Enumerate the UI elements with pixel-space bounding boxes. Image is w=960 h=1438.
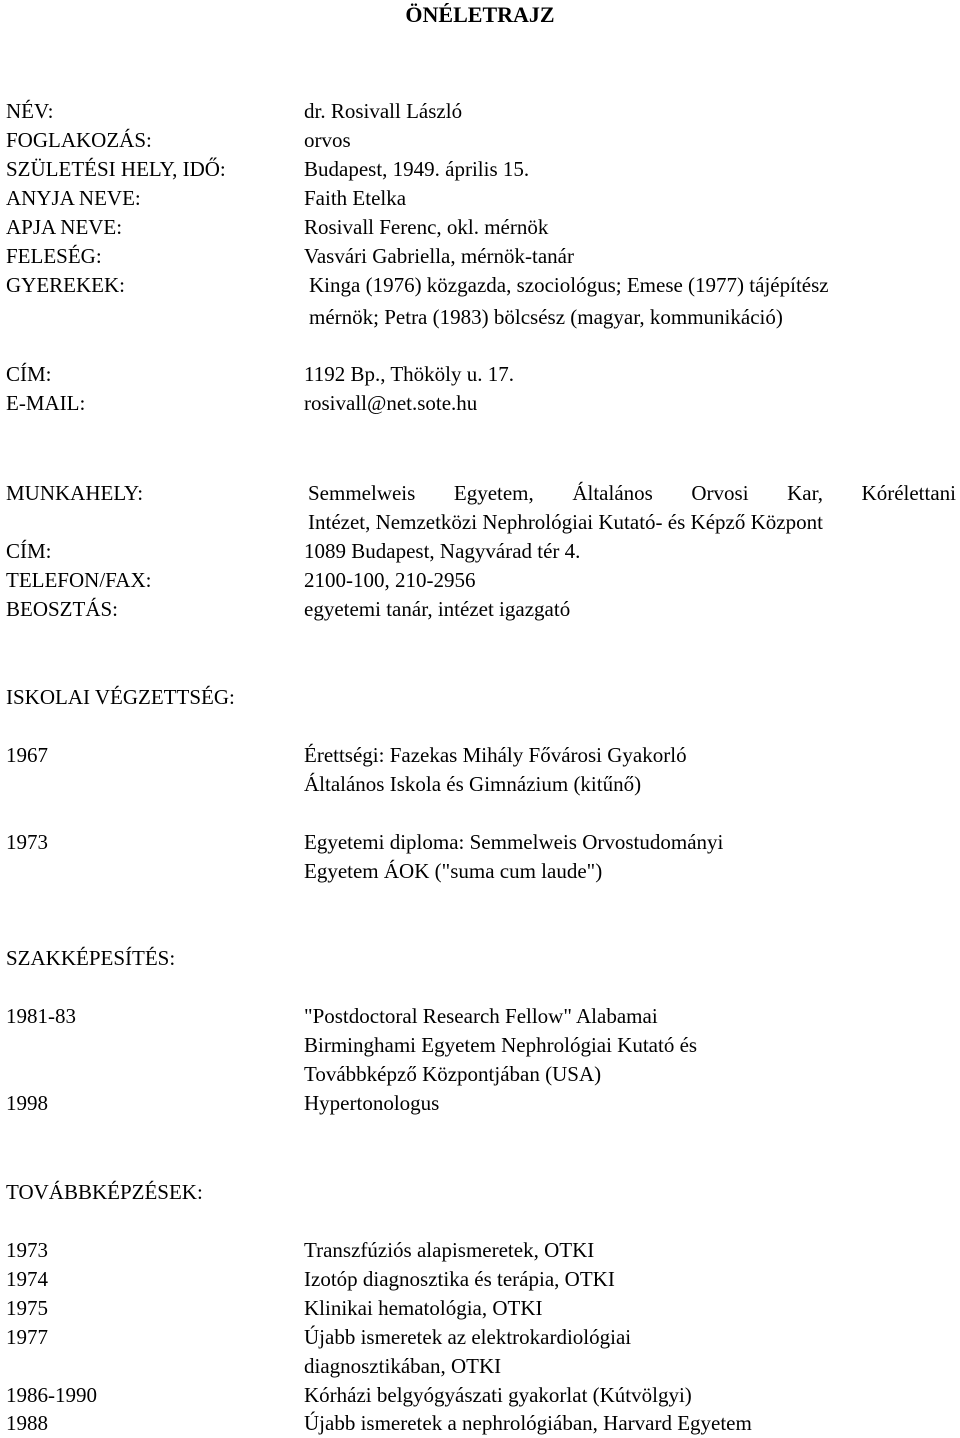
item-text: Általános Iskola és Gimnázium (kitűnő) xyxy=(304,772,642,796)
field-label: E-MAIL: xyxy=(6,391,86,415)
field-label: APJA NEVE: xyxy=(6,215,123,239)
section-heading-qualifications: SZAKKÉPESÍTÉS: xyxy=(6,946,176,970)
item-text: Egyetemi diploma: Semmelweis Orvostudományi xyxy=(304,830,724,854)
section-heading-education: ISKOLAI VÉGZETTSÉG: xyxy=(6,685,235,709)
field-value: orvos xyxy=(304,128,351,152)
item-year: 1981-83 xyxy=(6,1004,76,1028)
item-text: Érettségi: Fazekas Mihály Fővárosi Gyakorló xyxy=(304,743,687,767)
field-value: Kinga (1976) közgazda, szociológus; Emese (1977) tájépítész xyxy=(309,273,829,297)
field-label: ANYJA NEVE: xyxy=(6,186,141,210)
item-text: Újabb ismeretek a nephrológiában, Harvard Egyetem xyxy=(304,1411,752,1435)
section-heading-training: TOVÁBBKÉPZÉSEK: xyxy=(6,1180,203,1204)
field-value: dr. Rosivall László xyxy=(304,99,463,123)
field-value: Vasvári Gabriella, mérnök-tanár xyxy=(304,244,574,268)
field-value: 1089 Budapest, Nagyvárad tér 4. xyxy=(304,539,581,563)
field-label: TELEFON/FAX: xyxy=(6,568,152,592)
item-text: Klinikai hematológia, OTKI xyxy=(304,1296,543,1320)
item-text: Egyetem ÁOK ("suma cum laude") xyxy=(304,859,603,883)
field-value: Intézet, Nemzetközi Nephrológiai Kutató- és Képző Központ xyxy=(308,510,823,534)
item-text: Izotóp diagnosztika és terápia, OTKI xyxy=(304,1267,615,1291)
item-year: 1988 xyxy=(6,1411,48,1435)
field-label: CÍM: xyxy=(6,539,52,563)
field-value: Faith Etelka xyxy=(304,186,407,210)
item-text: Kórházi belgyógyászati gyakorlat (Kútvölgyi) xyxy=(304,1383,692,1407)
item-text: Transzfúziós alapismeretek, OTKI xyxy=(304,1238,595,1262)
field-value: Semmelweis Egyetem, Általános Orvosi Kar, Kórélettani xyxy=(308,481,956,505)
field-label: FELESÉG: xyxy=(6,244,102,268)
field-value: mérnök; Petra (1983) bölcsész (magyar, kommunikáció) xyxy=(309,305,783,329)
item-year: 1977 xyxy=(6,1325,48,1349)
item-year: 1973 xyxy=(6,830,48,854)
item-year: 1986-1990 xyxy=(6,1383,97,1407)
field-value: Rosivall Ferenc, okl. mérnök xyxy=(304,215,549,239)
field-label: BEOSZTÁS: xyxy=(6,597,119,621)
field-label: GYEREKEK: xyxy=(6,273,125,297)
field-value: Budapest, 1949. április 15. xyxy=(304,157,530,181)
item-text: Birminghami Egyetem Nephrológiai Kutató és xyxy=(304,1033,698,1057)
item-text: Továbbképző Központjában (USA) xyxy=(304,1062,602,1086)
field-label: SZÜLETÉSI HELY, IDŐ: xyxy=(6,157,226,181)
email-link[interactable]: rosivall@net.sote.hu xyxy=(304,391,478,415)
field-label: NÉV: xyxy=(6,99,54,123)
item-text: "Postdoctoral Research Fellow" Alabamai xyxy=(304,1004,658,1028)
item-year: 1973 xyxy=(6,1238,48,1262)
field-value: 2100-100, 210-2956 xyxy=(304,568,476,592)
item-year: 1974 xyxy=(6,1267,48,1291)
item-year: 1998 xyxy=(6,1091,48,1115)
item-text: Hypertonologus xyxy=(304,1091,440,1115)
page-title: ÖNÉLETRAJZ xyxy=(405,2,555,27)
item-year: 1967 xyxy=(6,743,48,767)
field-label: CÍM: xyxy=(6,362,52,386)
item-text: Újabb ismeretek az elektrokardiológiai xyxy=(304,1325,632,1349)
field-label: MUNKAHELY: xyxy=(6,481,144,505)
field-value: 1192 Bp., Thököly u. 17. xyxy=(304,362,515,386)
item-text: diagnosztikában, OTKI xyxy=(304,1354,502,1378)
field-value: egyetemi tanár, intézet igazgató xyxy=(304,597,571,621)
item-year: 1975 xyxy=(6,1296,48,1320)
field-label: FOGLAKOZÁS: xyxy=(6,128,152,152)
